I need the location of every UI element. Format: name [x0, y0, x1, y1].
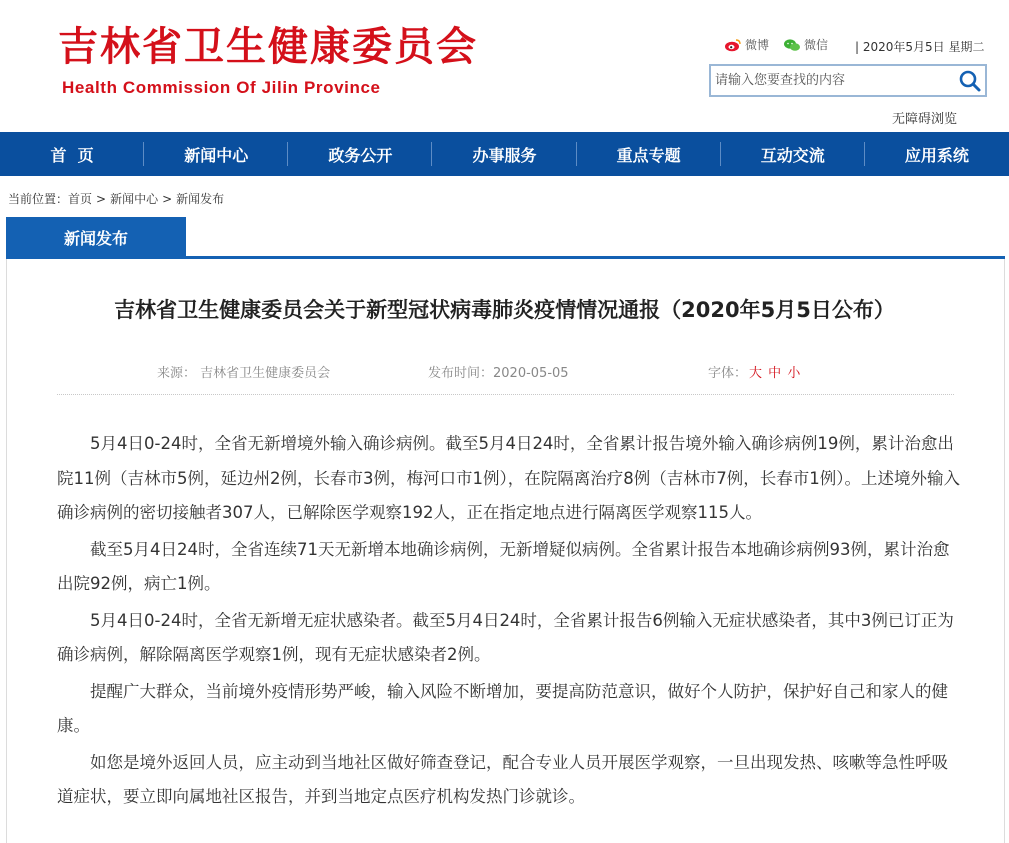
meta-divider	[57, 394, 954, 395]
article-body	[57, 427, 963, 815]
search-box	[709, 64, 987, 97]
weibo-label: 微博	[745, 38, 770, 52]
current-date: | 2020年5月5日 星期二	[855, 40, 985, 54]
breadcrumb-separator: >	[96, 192, 107, 206]
font-small-button[interactable]: 小	[787, 366, 801, 381]
weibo-icon	[724, 38, 742, 52]
article-title: 吉林省卫生健康委员会关于新型冠状病毒肺炎疫情情况通报（2020年5月5日公布）	[114, 298, 895, 322]
breadcrumb-prefix: 当前位置：	[8, 192, 69, 206]
nav-item-apps[interactable]: 应用系统	[904, 145, 969, 165]
nav-item-home[interactable]: 首 页	[0, 132, 144, 176]
time-value: 2020-05-05	[493, 366, 569, 381]
section-tab-news-release: 新闻发布	[6, 217, 186, 257]
article-paragraph: 5月4日0-24时，全省无新增境外输入确诊病例。截至5月4日24时，全省累计报告境外输入确诊病例19例，累计治愈出院11例（吉林市5例，延边州2例，长春市3例，梅河口市1例），在院隔离治疗8例（吉林市7例，长春市1例）。上述境外输入确诊病例的密切接触者307人，已解除医学观察192人，正在指定地点进行隔离医学观察115人。	[57, 434, 960, 522]
site-header	[0, 0, 1009, 132]
weibo-link[interactable]	[724, 36, 769, 53]
font-label: 字体：	[708, 366, 748, 381]
article-paragraph: 如您是境外返回人员，应主动到当地社区做好筛查登记，配合专业人员开展医学观察，一旦出现发热、咳嗽等急性呼吸道症状，要立即向属地社区报告，并到当地定点医疗机构发热门诊就诊。	[57, 752, 948, 806]
nav-item-gov-info[interactable]: 政务公开	[288, 132, 432, 176]
wechat-link[interactable]	[783, 36, 828, 53]
article-time	[428, 362, 569, 381]
time-label: 发布时间：	[428, 366, 494, 381]
nav-item-services[interactable]: 办事服务	[432, 132, 576, 176]
breadcrumb-news-center[interactable]: 新闻中心	[110, 192, 159, 206]
nav-item-topics[interactable]: 重点专题	[577, 132, 721, 176]
font-medium-button[interactable]: 中	[768, 366, 782, 381]
article-paragraph: 提醒广大群众，当前境外疫情形势严峻，输入风险不断增加，要提高防范意识，做好个人防护，保护好自己和家人的健康。	[57, 681, 948, 735]
article-source	[157, 362, 330, 381]
breadcrumb-separator: >	[162, 192, 173, 206]
article-paragraph: 5月4日0-24时，全省无新增无症状感染者。截至5月4日24时，全省累计报告6例输入无症状感染者，其中3例已订正为确诊病例，解除隔离医学观察1例，现有无症状感染者2例。	[57, 610, 954, 664]
search-input[interactable]	[713, 68, 953, 93]
source-value: 吉林省卫生健康委员会	[200, 366, 331, 381]
wechat-icon	[783, 38, 801, 52]
nav-item-interaction[interactable]: 互动交流	[721, 132, 865, 176]
accessibility-link[interactable]: 无障碍浏览	[892, 112, 958, 127]
source-label: 来源：	[157, 366, 197, 381]
nav-item-news[interactable]: 新闻中心	[144, 132, 288, 176]
font-large-button[interactable]: 大	[749, 366, 763, 381]
font-size-controls	[708, 362, 800, 381]
wechat-label: 微信	[804, 38, 829, 52]
breadcrumb-news-release[interactable]: 新闻发布	[176, 192, 225, 206]
site-logo-subtitle[interactable]: Health Commission Of Jilin Province	[62, 78, 381, 97]
main-nav	[0, 132, 1009, 176]
breadcrumb	[8, 190, 224, 207]
search-icon[interactable]	[957, 68, 983, 94]
social-links	[724, 36, 842, 53]
article-paragraph: 截至5月4日24时，全省连续71天无新增本地确诊病例，无新增疑似病例。全省累计报告本地确诊病例93例，累计治愈出院92例，病亡1例。	[57, 539, 950, 593]
breadcrumb-home[interactable]: 首页	[68, 192, 93, 206]
site-logo-title[interactable]: 吉林省卫生健康委员会	[58, 24, 478, 70]
